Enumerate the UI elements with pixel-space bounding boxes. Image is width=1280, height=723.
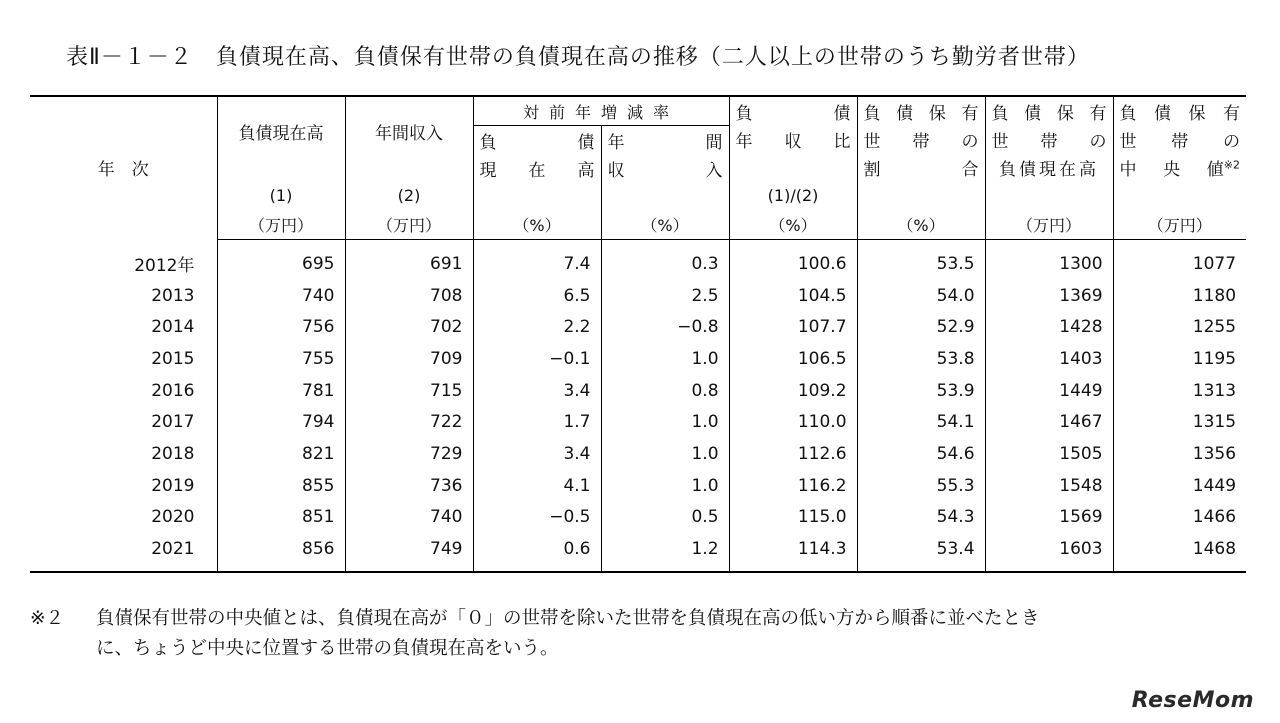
cell-yoy-income: 0.3 [601, 240, 729, 280]
cell-debt: 794 [217, 406, 345, 438]
cell-holders: 55.3 [857, 470, 985, 502]
cell-yoy-income: 1.0 [601, 406, 729, 438]
header-ratio-formula: (1)/(2) [729, 181, 857, 209]
cell-holder-debt: 1449 [985, 375, 1113, 407]
cell-debt: 781 [217, 375, 345, 407]
cell-yoy-income: 1.0 [601, 470, 729, 502]
cell-ratio: 110.0 [729, 406, 857, 438]
cell-yoy-debt: 6.5 [473, 280, 601, 312]
header-income-unit: （万円） [345, 209, 473, 240]
cell-debt: 851 [217, 502, 345, 534]
cell-debt: 755 [217, 343, 345, 375]
cell-holders: 53.4 [857, 533, 985, 572]
cell-income: 749 [345, 533, 473, 572]
cell-year: 2016 [30, 375, 217, 407]
cell-income: 722 [345, 406, 473, 438]
header-yoy-income: 年 間 収 入 [601, 126, 729, 182]
cell-income: 702 [345, 311, 473, 343]
cell-yoy-debt: −0.5 [473, 502, 601, 534]
cell-median: 1449 [1192, 475, 1237, 496]
table-row [30, 438, 1246, 470]
cell-holder-debt: 1548 [985, 470, 1113, 502]
header-ratio-unit: （%） [729, 209, 857, 240]
cell-holders: 54.1 [857, 406, 985, 438]
cell-ratio: 106.5 [729, 343, 857, 375]
cell-income: 709 [345, 343, 473, 375]
header-yoy-income-unit: （%） [601, 209, 729, 240]
header-holders-unit: （%） [857, 209, 985, 240]
header-income-no: (2) [345, 181, 473, 209]
cell-median: 1077 [1192, 253, 1237, 274]
cell-median: 1356 [1192, 443, 1237, 464]
cell-ratio: 104.5 [729, 280, 857, 312]
debt-table [30, 95, 1246, 573]
cell-ratio: 114.3 [729, 533, 857, 572]
table-row [30, 343, 1246, 375]
cell-holder-debt: 1569 [985, 502, 1113, 534]
cell-ratio: 115.0 [729, 502, 857, 534]
cell-yoy-income: 2.5 [601, 280, 729, 312]
header-yoy-debt: 負 債 現 在 高 [473, 126, 601, 182]
cell-debt: 695 [217, 240, 345, 280]
cell-ratio: 100.6 [729, 240, 857, 280]
table-body [30, 240, 1246, 572]
cell-year: 2013 [30, 280, 217, 312]
header-debt: 負債現在高 [217, 96, 345, 181]
cell-holder-debt: 1505 [985, 438, 1113, 470]
cell-holder-debt: 1428 [985, 311, 1113, 343]
resemom-logo: ReseMom [1131, 688, 1254, 713]
cell-median: 1195 [1192, 348, 1237, 369]
cell-yoy-income: 1.2 [601, 533, 729, 572]
cell-debt: 855 [217, 470, 345, 502]
cell-year: 2017 [30, 406, 217, 438]
cell-yoy-debt: 4.1 [473, 470, 601, 502]
table-row [30, 502, 1246, 534]
cell-ratio: 112.6 [729, 438, 857, 470]
cell-yoy-debt: 1.7 [473, 406, 601, 438]
cell-year: 2015 [30, 343, 217, 375]
cell-debt: 756 [217, 311, 345, 343]
cell-ratio: 107.7 [729, 311, 857, 343]
cell-ratio: 109.2 [729, 375, 857, 407]
header-holder-debt-unit: （万円） [985, 209, 1113, 240]
cell-year: 2021 [30, 533, 217, 572]
header-holder-debt: 負 債 保 有 世 帯 の 負債現在高 [985, 96, 1113, 181]
cell-holder-debt: 1403 [985, 343, 1113, 375]
cell-holders: 54.0 [857, 280, 985, 312]
cell-holder-debt: 1300 [985, 240, 1113, 280]
cell-holder-debt: 1467 [985, 406, 1113, 438]
cell-median: 1313 [1192, 380, 1237, 401]
header-median: 負 債 保 有 世 帯 の 中 央 値$^{※2}$ [1113, 96, 1246, 181]
cell-holder-debt: 1369 [985, 280, 1113, 312]
footnote-mark: ※２ [30, 608, 65, 629]
header-income: 年間収入 [345, 96, 473, 181]
header-ratio: 負 債 年 収 比 [729, 96, 857, 181]
cell-yoy-debt: 7.4 [473, 240, 601, 280]
header-debt-no: (1) [217, 181, 345, 209]
table-header [30, 96, 1246, 240]
cell-yoy-income: 1.0 [601, 343, 729, 375]
cell-holders: 53.8 [857, 343, 985, 375]
cell-income: 691 [345, 240, 473, 280]
header-debt-unit: （万円） [217, 209, 345, 240]
cell-yoy-income: 1.0 [601, 438, 729, 470]
cell-yoy-income: −0.8 [601, 311, 729, 343]
cell-income: 729 [345, 438, 473, 470]
cell-yoy-debt: 3.4 [473, 438, 601, 470]
median-note-ref: ※2 [1223, 158, 1241, 172]
cell-income: 740 [345, 502, 473, 534]
header-holders: 負 債 保 有 世 帯 の 割 合 [857, 96, 985, 181]
cell-yoy-debt: 2.2 [473, 311, 601, 343]
cell-holders: 53.9 [857, 375, 985, 407]
cell-holders: 54.3 [857, 502, 985, 534]
table-row [30, 375, 1246, 407]
cell-median: 1255 [1192, 317, 1237, 338]
cell-income: 736 [345, 470, 473, 502]
cell-median: 1180 [1192, 285, 1237, 306]
cell-holders: 54.6 [857, 438, 985, 470]
table-row [30, 280, 1246, 312]
table-row [30, 240, 1246, 280]
cell-debt: 821 [217, 438, 345, 470]
table-row [30, 470, 1246, 502]
cell-year: 2014 [30, 311, 217, 343]
cell-holders: 53.5 [857, 240, 985, 280]
cell-income: 715 [345, 375, 473, 407]
cell-yoy-debt: 3.4 [473, 375, 601, 407]
header-yoy-debt-unit: （%） [473, 209, 601, 240]
table-title: 表Ⅱ－１－２ 負債現在高、負債保有世帯の負債現在高の推移（二人以上の世帯のうち勤労者世帯） [66, 45, 1090, 70]
cell-income: 708 [345, 280, 473, 312]
cell-yoy-income: 0.8 [601, 375, 729, 407]
footnote-line-2: に、ちょうど中央に位置する世帯の負債現在高をいう。 [96, 638, 559, 659]
cell-median: 1315 [1192, 412, 1237, 433]
cell-debt: 740 [217, 280, 345, 312]
cell-debt: 856 [217, 533, 345, 572]
cell-year: 2012年 [30, 240, 217, 280]
header-yoy: 対前年増減率 [473, 96, 729, 126]
cell-year: 2018 [30, 438, 217, 470]
cell-yoy-income: 0.5 [601, 502, 729, 534]
cell-ratio: 116.2 [729, 470, 857, 502]
footnote-line-1: 負債保有世帯の中央値とは、負債現在高が「０」の世帯を除いた世帯を負債現在高の低い方から順番に並べたとき [96, 608, 1040, 629]
table-row [30, 533, 1246, 572]
cell-year: 2020 [30, 502, 217, 534]
cell-yoy-debt: −0.1 [473, 343, 601, 375]
cell-holder-debt: 1603 [985, 533, 1113, 572]
cell-holders: 52.9 [857, 311, 985, 343]
cell-year: 2019 [30, 470, 217, 502]
cell-median: 1468 [1113, 533, 1246, 572]
cell-yoy-debt: 0.6 [473, 533, 601, 572]
cell-median: 1466 [1192, 507, 1237, 528]
table-row [30, 311, 1246, 343]
table-row [30, 406, 1246, 438]
header-year: 年 次 [30, 96, 217, 240]
header-median-unit: （万円） [1113, 209, 1246, 240]
